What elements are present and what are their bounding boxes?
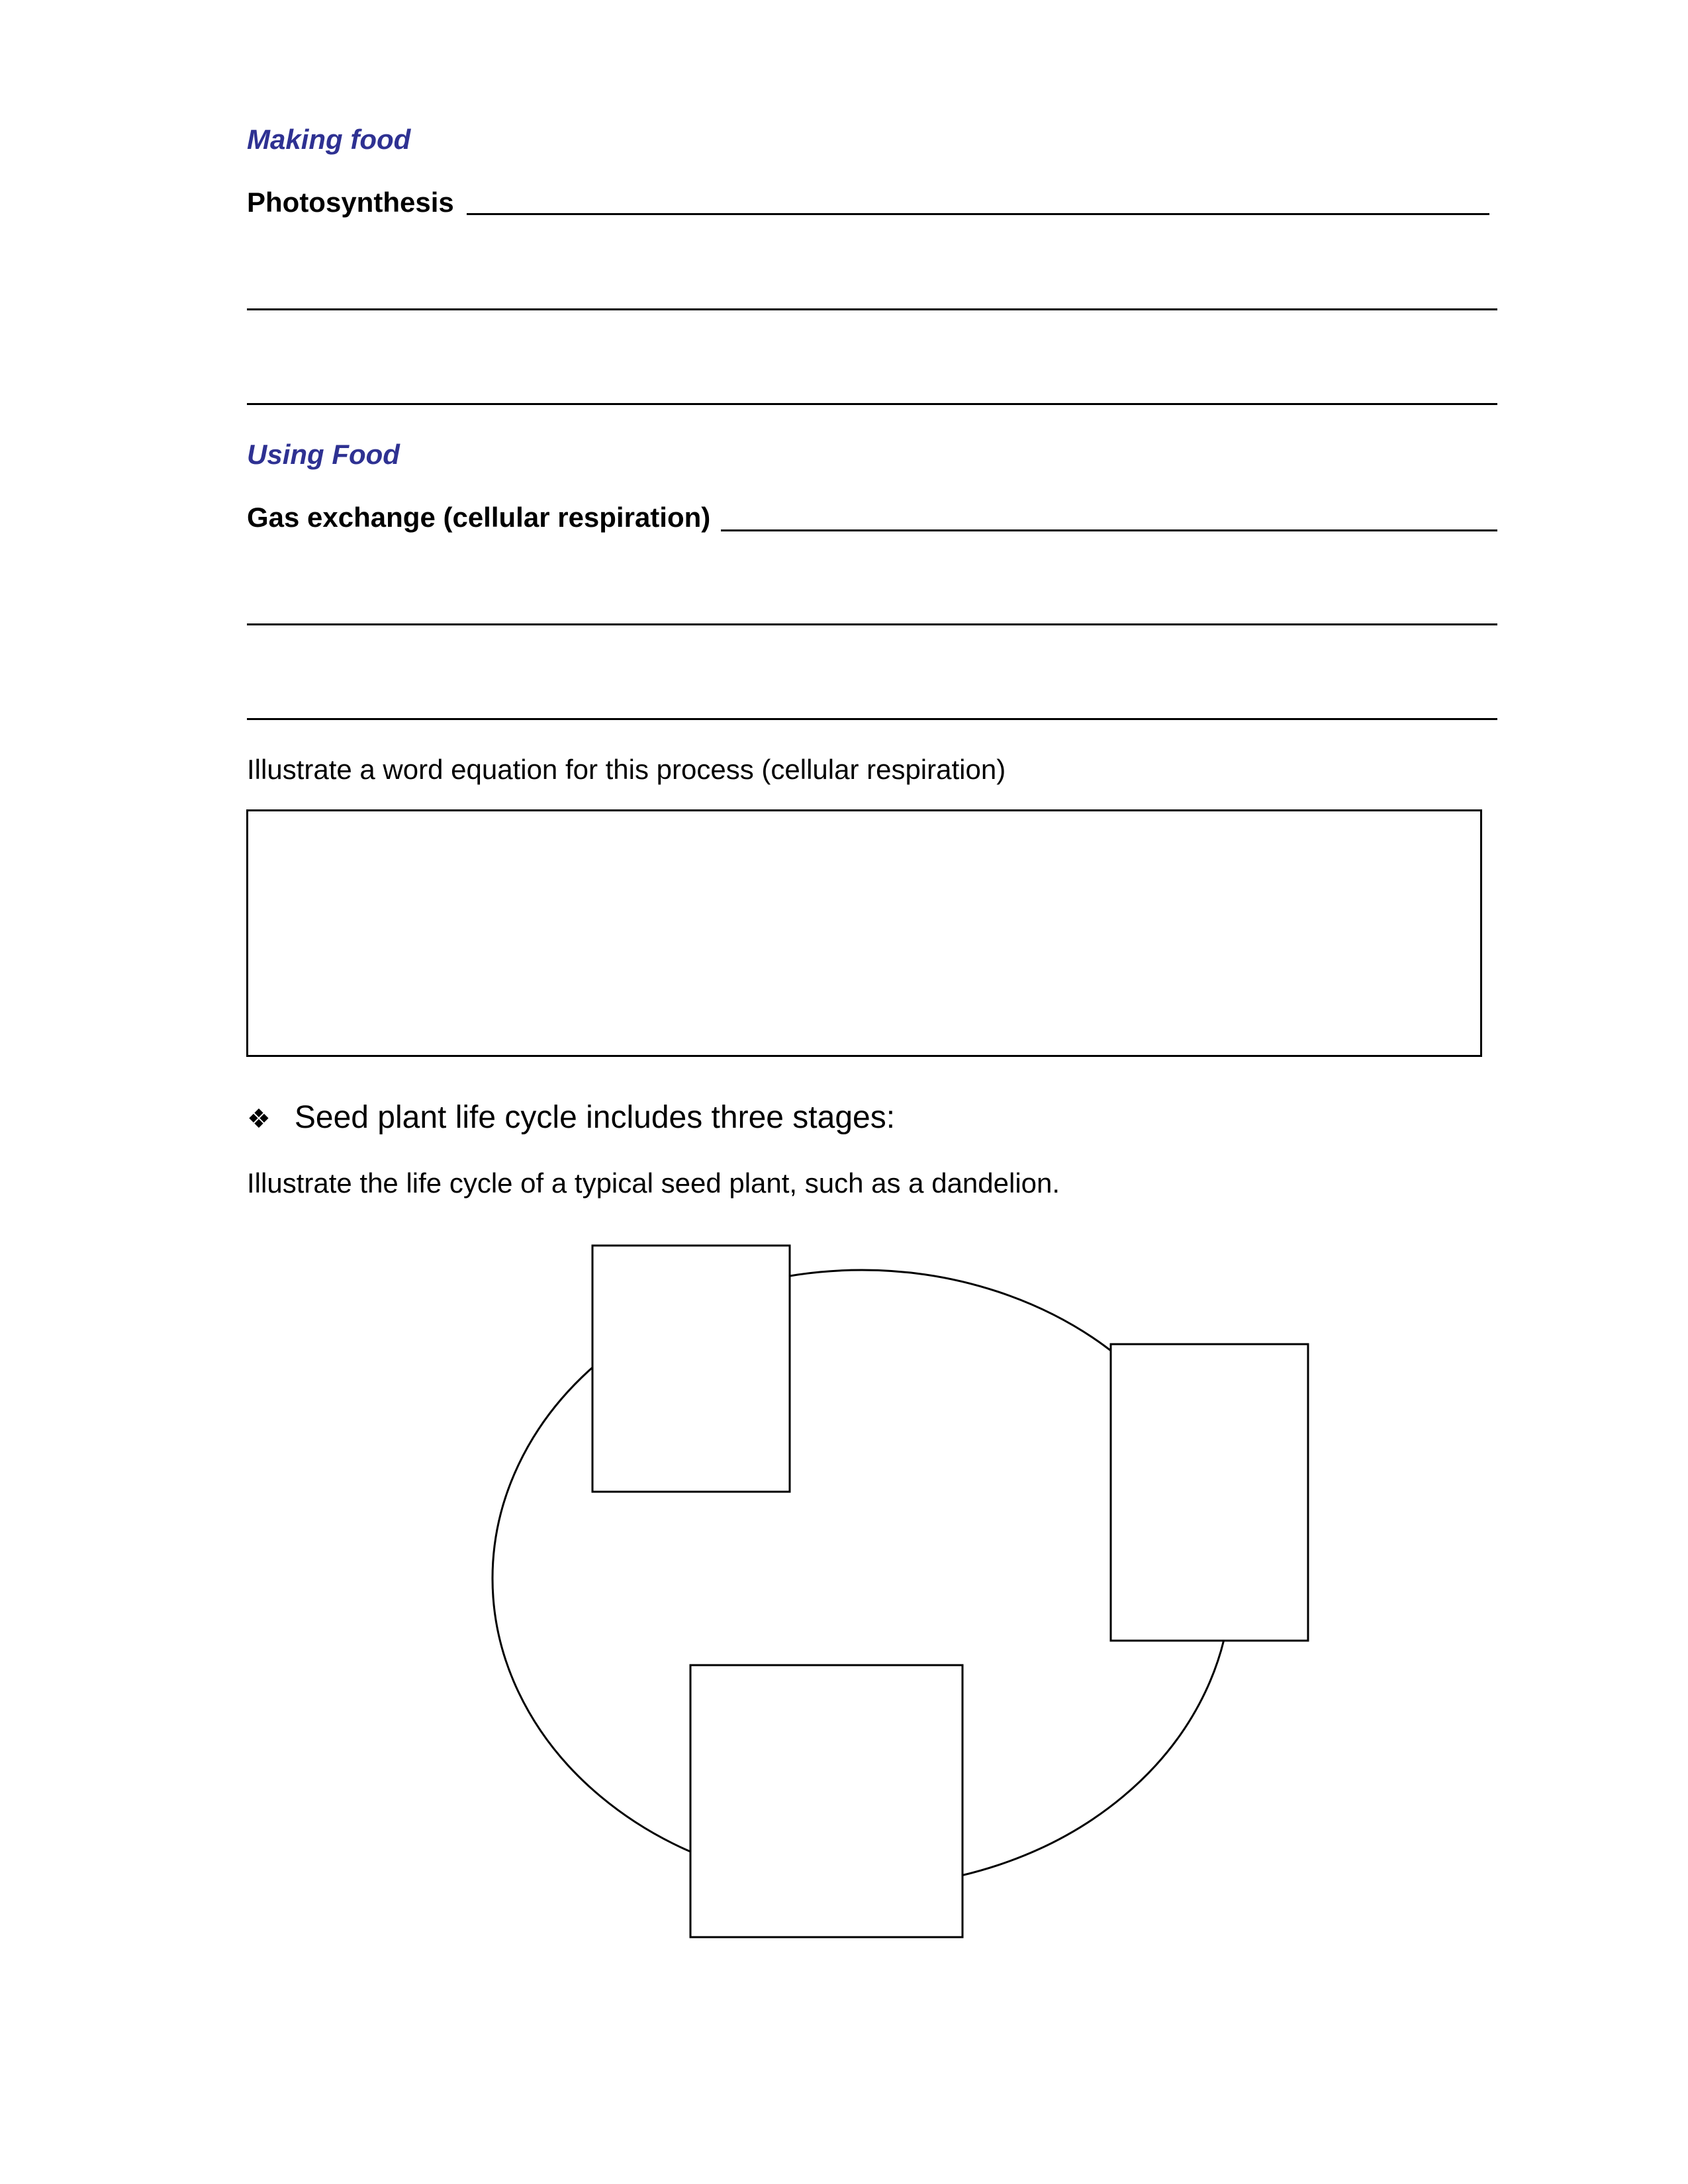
photosynthesis-label: Photosynthesis	[247, 187, 454, 218]
gas-exchange-label: Gas exchange (cellular respiration)	[247, 502, 711, 533]
life-cycle-prompt: Illustrate the life cycle of a typical seed plant, such as a dandelion.	[247, 1167, 1060, 1199]
life-cycle-stage-box-top[interactable]	[592, 1246, 790, 1492]
life-cycle-stage-box-bottom[interactable]	[690, 1665, 962, 1937]
life-cycle-bullet-text: Seed plant life cycle includes three stages:	[294, 1100, 896, 1135]
life-cycle-stage-box-right[interactable]	[1111, 1344, 1308, 1641]
using-food-heading: Using Food	[247, 439, 400, 470]
making-food-heading: Making food	[247, 124, 411, 155]
diamond-bullet-icon: ❖	[247, 1104, 271, 1134]
word-equation-prompt: Illustrate a word equation for this process (cellular respiration)	[247, 754, 1006, 785]
